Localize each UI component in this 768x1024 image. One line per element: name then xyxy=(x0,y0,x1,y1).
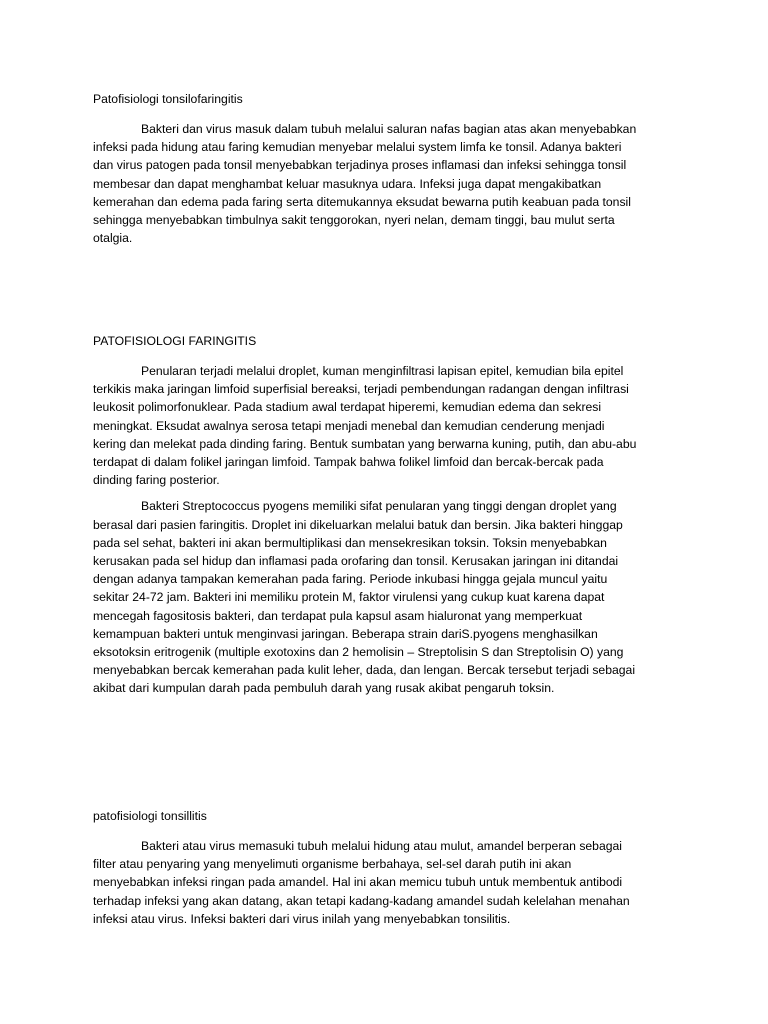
paragraph-line: infeksi pada hidung atau faring kemudian menyebar melalui system limfa ke tonsil. Adanya bakteri xyxy=(93,140,622,155)
paragraph-line: filter atau penyaring yang menyelimuti organisme berbahaya, sel-sel darah putih ini akan xyxy=(93,857,572,872)
paragraph-line: Bakteri Streptococcus pyogens memiliki sifat penularan yang tinggi dengan droplet yang xyxy=(141,499,617,514)
paragraph-line: eksotoksin eritrogenik (multiple exotoxins dan 2 hemolisin – Streptolisin S dan Streptolisin O) yang xyxy=(93,645,624,660)
paragraph-line: mencegah fagositosis bakteri, dan terdapat pula kapsul asam hialuronat yang memperkuat xyxy=(93,608,583,623)
paragraph-line: sehingga menyebabkan timbulnya sakit tenggorokan, nyeri nelan, demam tinggi, bau mulut serta xyxy=(93,213,615,228)
paragraph-line: meningkat. Eksudat awalnya serosa tetapi menjadi menebal dan kemudian cenderung menjadi xyxy=(93,418,605,433)
paragraph-line: kering dan melekat pada dinding faring. Bentuk sumbatan yang berwarna kuning, putih, dan abu-abu xyxy=(93,436,637,451)
paragraph-line: kemerahan dan edema pada faring serta ditemukannya eksudat bewarna putih keabuan pada tonsil xyxy=(93,194,631,209)
paragraph-line: pada sel sehat, bakteri ini akan bermultiplikasi dan mensekresikan toksin. Toksin menyebabkan xyxy=(93,535,607,550)
paragraph-line: kerusakan pada sel hidup dan inflamasi pada orofaring dan tonsil. Kerusakan jaringan ini ditandai xyxy=(93,554,619,569)
section-heading: PATOFISIOLOGI FARINGITIS xyxy=(93,334,257,348)
paragraph-line: dinding faring posterior. xyxy=(93,473,220,488)
paragraph-line: sekitar 24-72 jam. Bakteri ini memiliku protein M, faktor virulensi yang cukup kuat karena dapat xyxy=(93,590,605,605)
paragraph xyxy=(93,362,681,489)
section-tonsillitis xyxy=(93,808,681,928)
paragraph-line: dengan adanya tampakan kemerahan pada faring. Periode inkubasi hingga gejala muncul yaitu xyxy=(93,572,608,587)
paragraph-line: terkikis maka jaringan limfoid superfisial bereaksi, terjadi pembendungan radangan dengan infiltrasi xyxy=(93,382,629,397)
paragraph-line: terdapat di dalam folikel jaringan limfoid. Tampak bahwa folikel limfoid dan bercak-bercak pada xyxy=(93,455,604,470)
paragraph-line: leukosit polimorfonuklear. Pada stadium awal terdapat hiperemi, kemudian edema dan sekresi xyxy=(93,400,602,415)
paragraph-line: terhadap infeksi yang akan datang, akan tetapi kadang-kadang amandel sudah kelelahan menahan xyxy=(93,893,630,908)
paragraph xyxy=(93,837,681,928)
paragraph xyxy=(93,120,681,247)
paragraph-line: otalgia. xyxy=(93,231,133,246)
paragraph-line: membesar dan dapat menghambat keluar masuknya udara. Infeksi juga dapat mengakibatkan xyxy=(93,176,602,191)
section-heading: Patofisiologi tonsilofaringitis xyxy=(93,92,243,106)
paragraph-line: menyebabkan bercak kemerahan pada kulit leher, dada, dan lengan. Bercak tersebut terjadi sebagai xyxy=(93,663,636,678)
paragraph-line: akibat dari kumpulan darah pada pembuluh darah yang rusak akibat pengaruh toksin. xyxy=(93,681,555,696)
paragraph-line: menyebabkan infeksi ringan pada amandel. Hal ini akan memicu tubuh untuk membentuk antibodi xyxy=(93,875,623,890)
paragraph-line: Bakteri atau virus memasuki tubuh melalui hidung atau mulut, amandel berperan sebagai xyxy=(141,839,623,853)
paragraph-line: berasal dari pasien faringitis. Droplet ini dikeluarkan melalui batuk dan bersin. Jika bakteri hinggap xyxy=(93,517,623,532)
section-tonsilofaringitis xyxy=(93,91,681,247)
section-faringitis xyxy=(93,333,681,698)
paragraph-line: dan virus patogen pada tonsil menyebabkan terjadinya proses inflamasi dan infeksi sehingga tonsil xyxy=(93,158,627,173)
paragraph xyxy=(93,497,681,697)
paragraph-line: Penularan terjadi melalui droplet, kuman menginfiltrasi lapisan epitel, kemudian bila epitel xyxy=(141,364,624,378)
paragraph-line: infeksi atau virus. Infeksi bakteri dari virus inilah yang menyebabkan tonsilitis. xyxy=(93,911,511,926)
paragraph-line: Bakteri dan virus masuk dalam tubuh melalui saluran nafas bagian atas akan menyebabkan xyxy=(141,122,637,136)
paragraph-line: kemampuan bakteri untuk menginvasi jaringan. Beberapa strain dariS.pyogens menghasilkan xyxy=(93,626,598,641)
section-heading: patofisiologi tonsillitis xyxy=(93,809,207,823)
